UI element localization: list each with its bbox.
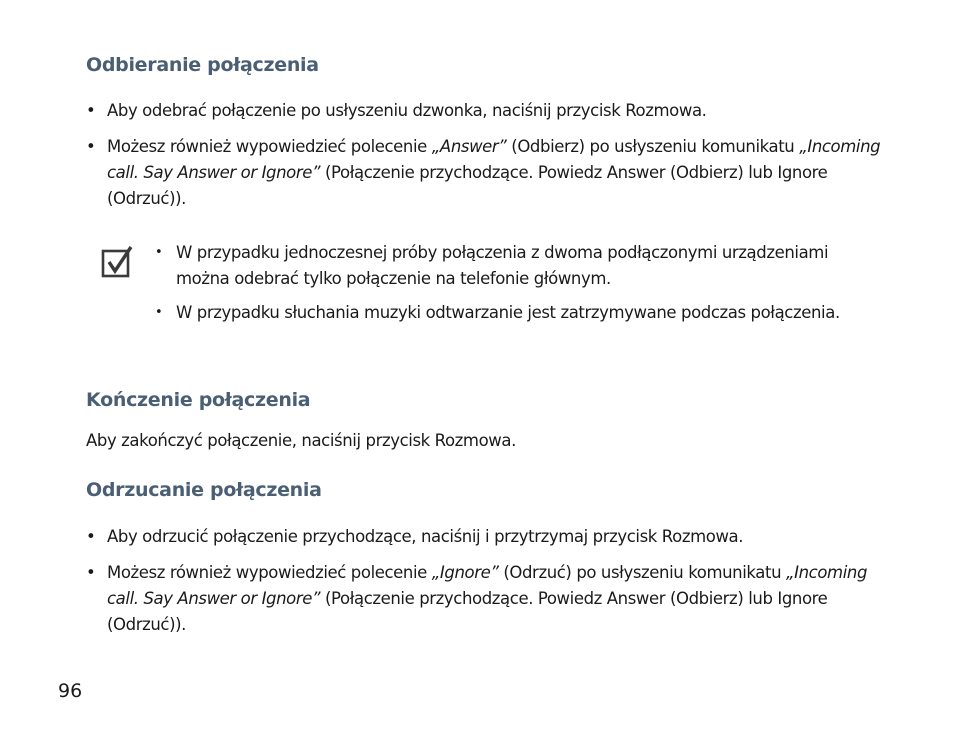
voice-command: „Answer” <box>431 137 507 156</box>
list-item: • Możesz również wypowiedzieć polecenie „Answer” (Odbierz) po usłyszeniu komunikatu „Incoming call. Say Answer or Ignore” (Połączenie przychodzące. Powiedz Answer (Odbierz) lub Ignore (Odrzuć)). <box>86 134 886 212</box>
voice-command: „Ignore” <box>431 563 499 582</box>
page-number: 96 <box>58 680 83 702</box>
heading-reject-call: Odrzucanie połączenia <box>86 479 322 501</box>
list-item: • Aby odrzucić połączenie przychodzące, naciśnij i przytrzymaj przycisk Rozmowa. <box>86 524 886 550</box>
list-item: • Aby odebrać połączenie po usłyszeniu dzwonka, naciśnij przycisk Rozmowa. <box>86 98 886 124</box>
checkbox-check-icon <box>101 245 134 278</box>
heading-end-call: Kończenie połączenia <box>86 389 311 411</box>
voice-prompt: „Incoming call. Say Answer or Ignore” <box>107 563 868 608</box>
note-list <box>155 240 855 334</box>
answer-call-list <box>86 98 886 222</box>
note-item: • W przypadku jednoczesnej próby połączenia z dwoma podłączonymi urządzeniami można odebrać tylko połączenie na telefonie głównym. <box>155 240 855 292</box>
voice-prompt: „Incoming call. Say Answer or Ignore” <box>107 137 881 182</box>
heading-answer-call: Odbieranie połączenia <box>86 54 319 76</box>
end-call-text: Aby zakończyć połączenie, naciśnij przycisk Rozmowa. <box>86 431 516 450</box>
reject-call-list <box>86 524 886 648</box>
note-item: • W przypadku słuchania muzyki odtwarzanie jest zatrzymywane podczas połączenia. <box>155 300 855 326</box>
list-item: • Możesz również wypowiedzieć polecenie „Ignore” (Odrzuć) po usłyszeniu komunikatu „Incoming call. Say Answer or Ignore” (Połączenie przychodzące. Powiedz Answer (Odbierz) lub Ignore (Odrzuć)). <box>86 560 886 638</box>
